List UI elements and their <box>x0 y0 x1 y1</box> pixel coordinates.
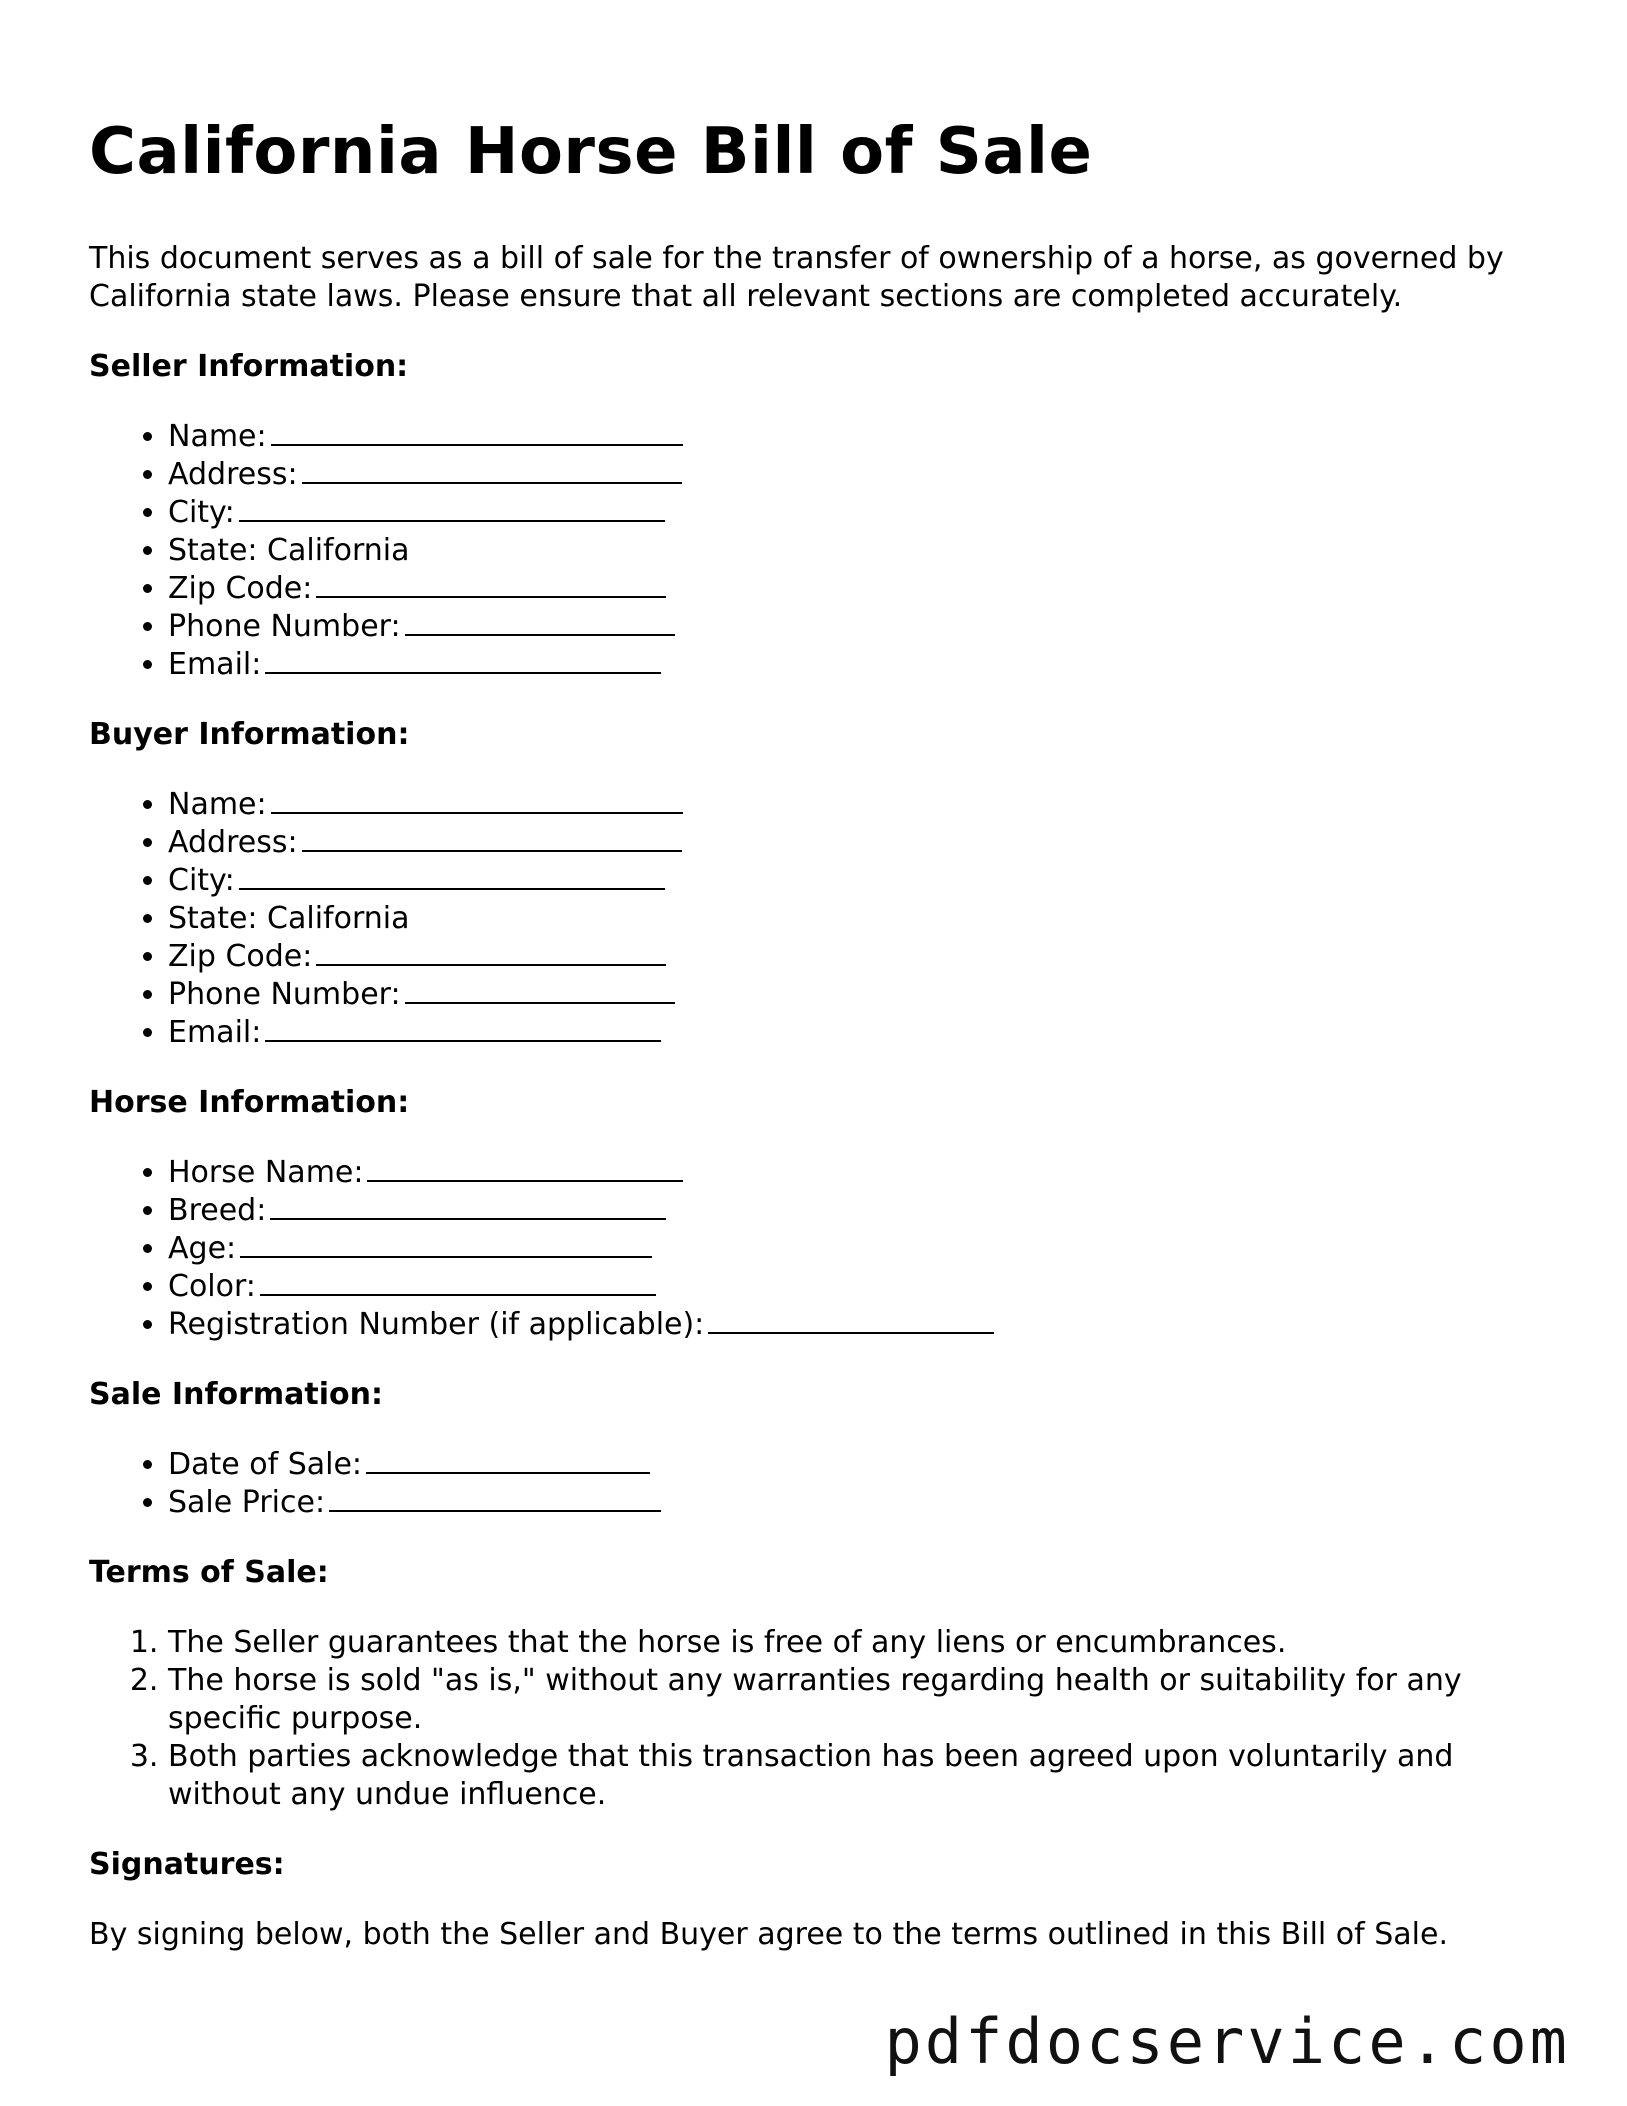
buyer-heading: Buyer Information: <box>89 717 410 752</box>
horse-breed-item: • Breed: <box>168 1192 1549 1230</box>
sale-date-item: • Date of Sale: <box>168 1446 1549 1484</box>
seller-name-item: • Name: <box>168 418 1549 456</box>
terms-item: 1. The Seller guarantees that the horse is free of any liens or encumbrances. <box>168 1624 1549 1662</box>
seller-city-field[interactable] <box>239 494 665 522</box>
watermark-text: pdfdocservice.com <box>884 2005 1570 2078</box>
seller-email-item: • Email: <box>168 646 1549 684</box>
horse-list <box>89 1154 1549 1344</box>
terms-list <box>89 1624 1549 1814</box>
horse-name-item: • Horse Name: <box>168 1154 1549 1192</box>
sale-heading: Sale Information: <box>89 1377 383 1412</box>
terms-item: 2. The horse is sold "as is," without any warranties regarding health or suitability for any specific purpose. <box>168 1662 1549 1738</box>
horse-color-field[interactable] <box>260 1268 656 1296</box>
buyer-address-field[interactable] <box>302 824 682 852</box>
terms-item: 3. Both parties acknowledge that this transaction has been agreed upon voluntarily and without any undue influence. <box>168 1738 1549 1814</box>
horse-registration-item: • Registration Number (if applicable): <box>168 1306 1549 1344</box>
seller-phone-item: • Phone Number: <box>168 608 1549 646</box>
seller-address-item: • Address: <box>168 456 1549 494</box>
buyer-name-field[interactable] <box>271 786 683 814</box>
seller-zip-item: • Zip Code: <box>168 570 1549 608</box>
horse-age-item: • Age: <box>168 1230 1549 1268</box>
buyer-phone-field[interactable] <box>405 976 675 1004</box>
seller-heading: Seller Information: <box>89 349 409 384</box>
seller-state-item: • State: California <box>168 532 1549 570</box>
horse-heading: Horse Information: <box>89 1085 410 1120</box>
horse-name-field[interactable] <box>367 1154 683 1182</box>
buyer-zip-field[interactable] <box>316 938 666 966</box>
buyer-address-item: • Address: <box>168 824 1549 862</box>
sale-price-field[interactable] <box>329 1484 661 1512</box>
seller-phone-field[interactable] <box>405 608 675 636</box>
terms-heading: Terms of Sale: <box>89 1555 329 1590</box>
sale-price-item: • Sale Price: <box>168 1484 1549 1522</box>
buyer-email-item: • Email: <box>168 1014 1549 1052</box>
buyer-city-item: • City: <box>168 862 1549 900</box>
buyer-state-item: • State: California <box>168 900 1549 938</box>
buyer-email-field[interactable] <box>265 1014 661 1042</box>
seller-address-field[interactable] <box>302 456 682 484</box>
sale-list <box>89 1446 1549 1522</box>
sale-date-field[interactable] <box>366 1446 650 1474</box>
buyer-name-item: • Name: <box>168 786 1549 824</box>
buyer-list <box>89 786 1549 1052</box>
horse-color-item: • Color: <box>168 1268 1549 1306</box>
buyer-zip-item: • Zip Code: <box>168 938 1549 976</box>
buyer-phone-item: • Phone Number: <box>168 976 1549 1014</box>
seller-list <box>89 418 1549 684</box>
seller-name-field[interactable] <box>271 418 683 446</box>
seller-email-field[interactable] <box>265 646 661 674</box>
horse-age-field[interactable] <box>240 1230 652 1258</box>
intro-paragraph: This document serves as a bill of sale for the transfer of ownership of a horse, as governed by California state laws. Please ensure that all relevant sections are completed accurately. <box>89 241 1504 314</box>
seller-zip-field[interactable] <box>316 570 666 598</box>
page-title: California Horse Bill of Sale <box>89 115 1093 189</box>
document-page <box>89 108 1549 1954</box>
horse-breed-field[interactable] <box>270 1192 666 1220</box>
signatures-heading: Signatures: <box>89 1847 285 1882</box>
seller-city-item: • City: <box>168 494 1549 532</box>
buyer-city-field[interactable] <box>239 862 665 890</box>
signatures-text: By signing below, both the Seller and Buyer agree to the terms outlined in this Bill of Sale. <box>89 1917 1448 1952</box>
horse-registration-field[interactable] <box>708 1306 994 1334</box>
